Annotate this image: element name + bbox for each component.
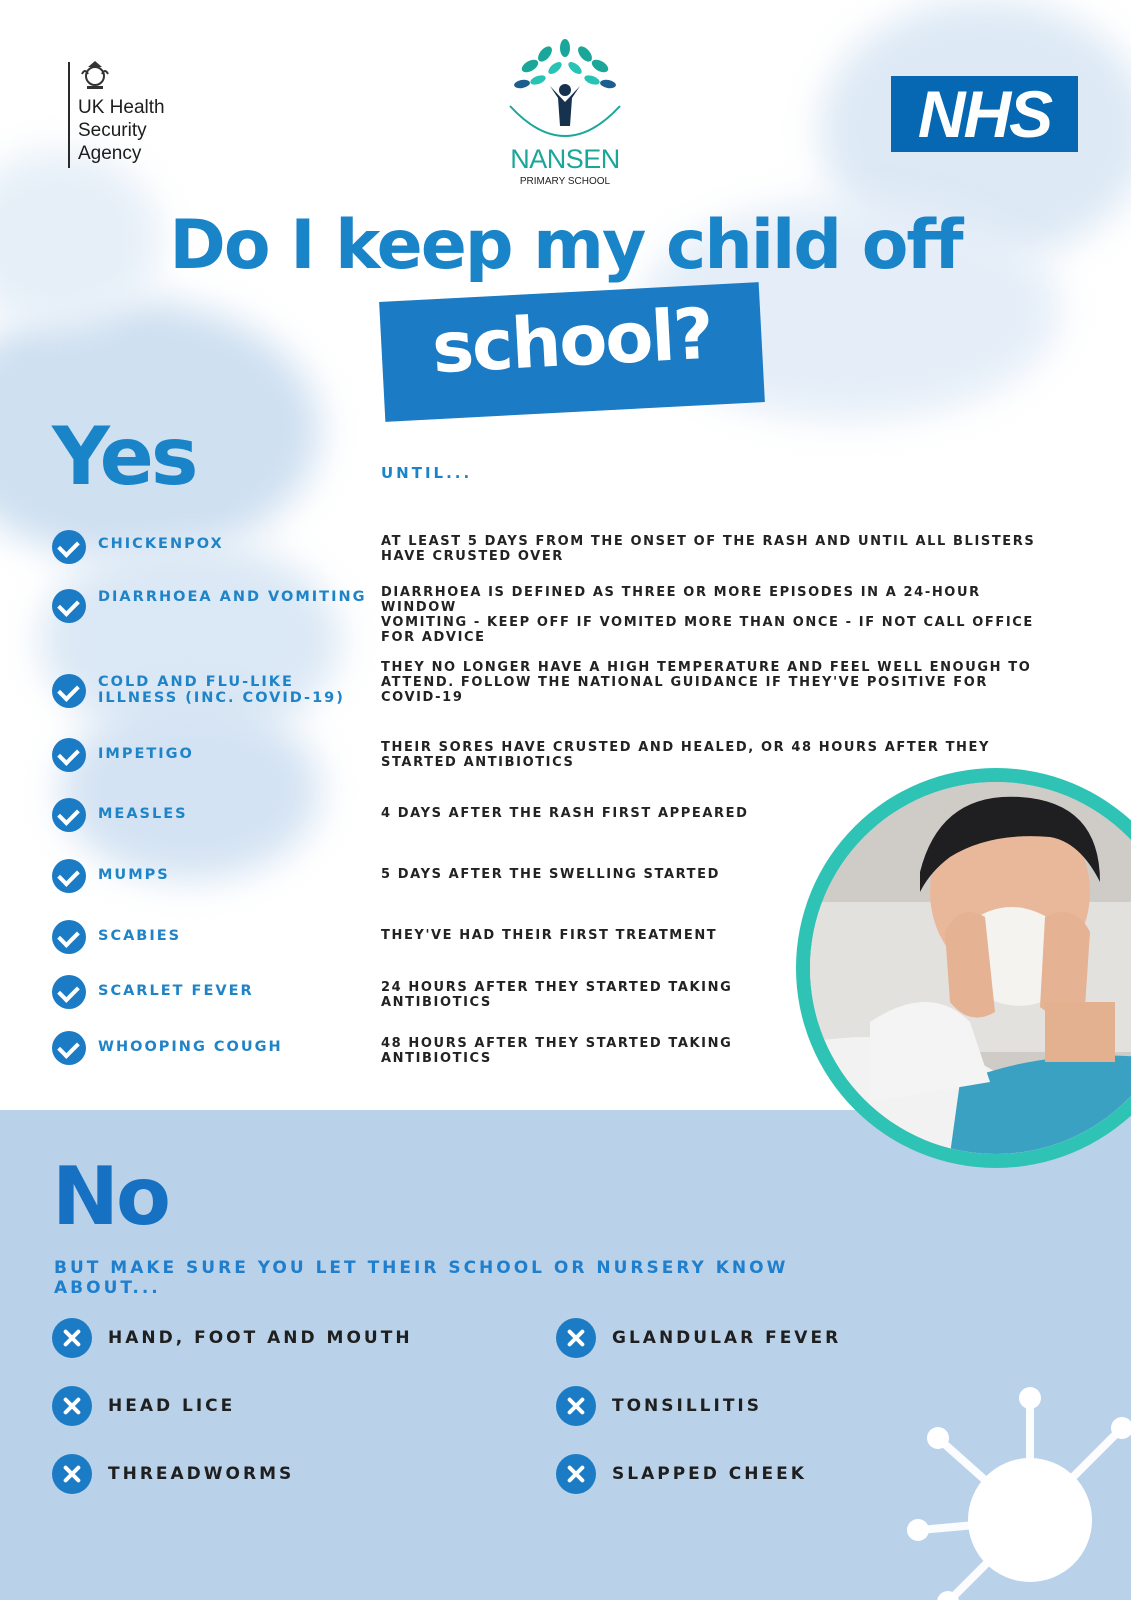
logo-divider <box>68 62 70 168</box>
ukhsa-line-2: Security <box>78 120 147 141</box>
ukhsa-logo <box>64 58 204 168</box>
check-icon <box>52 920 86 954</box>
condition-name: SCABIES <box>98 928 182 944</box>
no-item-label: THREADWORMS <box>108 1464 295 1484</box>
no-subheading: BUT MAKE SURE YOU LET THEIR SCHOOL OR NURSERY KNOW ABOUT... <box>54 1258 789 1298</box>
royal-crest-icon <box>78 58 112 92</box>
condition-name: MEASLES <box>98 806 188 822</box>
nhs-logo-text: NHS <box>917 77 1052 151</box>
condition-name: CHICKENPOX <box>98 536 224 552</box>
nhs-logo <box>891 76 1078 152</box>
no-item-label: HAND, FOOT AND MOUTH <box>108 1328 413 1348</box>
advice-text: VOMITING - KEEP OFF IF VOMITED MORE THAN ONCE - IF NOT CALL OFFICE FOR ADVICE <box>381 615 1034 645</box>
check-icon <box>52 674 86 708</box>
yes-heading: Yes <box>52 410 196 503</box>
check-icon <box>52 589 86 623</box>
until-label: UNTIL... <box>381 464 473 482</box>
no-item-label: TONSILLITIS <box>612 1396 762 1416</box>
no-item-label: HEAD LICE <box>108 1396 236 1416</box>
cross-icon <box>52 1386 92 1426</box>
page-title: Do I keep my child off <box>169 206 962 285</box>
advice-text: 5 DAYS AFTER THE SWELLING STARTED <box>381 867 720 882</box>
tree-person-icon <box>500 36 630 146</box>
child-sneezing-photo <box>796 768 1131 1168</box>
advice-text: DIARRHOEA IS DEFINED AS THREE OR MORE EPISODES IN A 24-HOUR WINDOW <box>381 585 981 615</box>
check-icon <box>52 738 86 772</box>
page-title-highlight: school? <box>430 292 714 390</box>
condition-advice <box>381 534 1041 564</box>
cross-icon <box>556 1386 596 1426</box>
condition-advice <box>381 660 1041 705</box>
advice-text: AT LEAST 5 DAYS FROM THE ONSET OF THE RASH AND UNTIL ALL BLISTERS HAVE CRUSTED OVER <box>381 534 1036 564</box>
condition-advice <box>381 585 1041 645</box>
condition-name: MUMPS <box>98 867 170 883</box>
school-subtitle: PRIMARY SCHOOL <box>519 176 611 187</box>
condition-advice <box>381 740 1041 770</box>
check-icon <box>52 975 86 1009</box>
cross-icon <box>52 1318 92 1358</box>
nansen-school-logo <box>500 36 630 196</box>
condition-name: COLD AND FLU-LIKE ILLNESS (INC. COVID-19) <box>98 674 345 706</box>
condition-name: IMPETIGO <box>98 746 194 762</box>
condition-name: WHOOPING COUGH <box>98 1039 283 1055</box>
ukhsa-line-1: UK Health <box>78 97 165 118</box>
condition-name: SCARLET FEVER <box>98 983 254 999</box>
advice-text: THEIR SORES HAVE CRUSTED AND HEALED, OR 48 HOURS AFTER THEY STARTED ANTIBIOTICS <box>381 740 991 770</box>
check-icon <box>52 1031 86 1065</box>
ukhsa-line-3: Agency <box>78 143 142 164</box>
cross-icon <box>556 1454 596 1494</box>
child-illustration <box>810 782 1131 1154</box>
advice-text: THEY'VE HAD THEIR FIRST TREATMENT <box>381 928 718 943</box>
advice-text: 48 HOURS AFTER THEY STARTED TAKING ANTIBIOTICS <box>381 1036 733 1066</box>
no-heading: No <box>52 1150 168 1243</box>
condition-advice <box>381 1036 801 1066</box>
advice-text: 24 HOURS AFTER THEY STARTED TAKING ANTIBIOTICS <box>381 980 733 1010</box>
check-icon <box>52 530 86 564</box>
condition-advice <box>381 980 801 1010</box>
no-item-label: SLAPPED CHEEK <box>612 1464 807 1484</box>
advice-text: THEY NO LONGER HAVE A HIGH TEMPERATURE AND FEEL WELL ENOUGH TO ATTEND. FOLLOW THE NATIONAL GUIDANCE IF THEY'VE POSITIVE FOR COVID-19 <box>381 660 1032 705</box>
check-icon <box>52 859 86 893</box>
photo-image <box>810 782 1131 1154</box>
check-icon <box>52 798 86 832</box>
cross-icon <box>52 1454 92 1494</box>
advice-text: 4 DAYS AFTER THE RASH FIRST APPEARED <box>381 806 749 821</box>
watercolor-blob <box>60 700 320 880</box>
no-item-label: GLANDULAR FEVER <box>612 1328 842 1348</box>
cross-icon <box>556 1318 596 1358</box>
condition-name: DIARRHOEA AND VOMITING <box>98 589 367 605</box>
school-name: NANSEN <box>510 144 620 174</box>
